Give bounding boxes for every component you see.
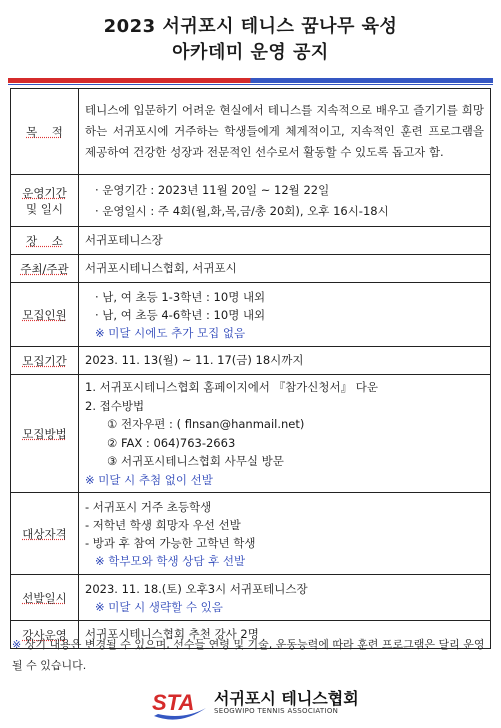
- method-line-5: ③ 서귀포시테니스협회 사무실 방문: [107, 454, 284, 468]
- method-line-1: 1. 서귀포시테니스협회 홈페이지에서 『참가신청서』 다운: [85, 380, 378, 394]
- recruit-period-text: 2023. 11. 13(월) ~ 11. 17(금) 18시까지: [79, 347, 491, 375]
- purpose-text: 테니스에 입문하기 어려운 현실에서 테니스를 지속적으로 배우고 즐기기를 희망하는 서귀포시에 거주하는 학생들에게 체계적이고, 지속적인 훈련 프로그램을 제공하여 건강한 성장과 전문적인 선수로서 활동할 수 있도록 돕고자 함.: [79, 89, 491, 175]
- association-logo: [150, 684, 360, 724]
- eligibility-line-2: - 저학년 학생 희망자 우선 선발: [85, 517, 241, 532]
- eligibility-line-1: - 서귀포시 거주 초등학생: [85, 499, 212, 514]
- place-text: 서귀포테니스장: [79, 227, 491, 255]
- title-divider: [8, 78, 493, 83]
- label-place: 장 소: [11, 227, 79, 255]
- method-content: [79, 375, 491, 493]
- row-period: [11, 175, 491, 227]
- row-method: [11, 375, 491, 493]
- sta-logo-icon: [150, 686, 210, 722]
- label-selection: 선발일시: [11, 575, 79, 621]
- row-host: [11, 255, 491, 283]
- logo-subtitle: SEOGWIPO TENNIS ASSOCIATION: [214, 707, 339, 715]
- method-line-2: 2. 접수방법: [85, 398, 145, 413]
- recruit-content: [79, 283, 491, 347]
- title-line-1: 2023 서귀포시 테니스 꿈나무 육성: [103, 16, 398, 37]
- label-purpose: 목 적: [11, 89, 79, 175]
- svg-text:STA: STA: [152, 690, 195, 715]
- label-host: 주최/주관: [11, 255, 79, 283]
- label-recruit: 모집인원: [11, 283, 79, 347]
- logo-name: 서귀포시 테니스협회: [214, 689, 359, 708]
- eligibility-note: ※ 학부모와 학생 상담 후 선발: [95, 553, 246, 568]
- page-title: [0, 14, 501, 66]
- footer-note-text: 상기 내용은 변경될 수 있으며, 선수들 연령 및 기술, 운동능력에 따라 훈련 프로그램은 달리 운영될 수 있습니다.: [12, 638, 485, 672]
- label-instructor: 강사운영: [11, 621, 79, 649]
- selection-line-1: 2023. 11. 18.(토) 오후3시 서귀포테니스장: [85, 581, 308, 596]
- period-line-1: · 운영기간 : 2023년 11월 20일 ~ 12월 22일: [95, 182, 330, 197]
- eligibility-content: [79, 493, 491, 575]
- notice-table: [10, 88, 491, 649]
- title-divider-thin: [8, 84, 493, 85]
- method-line-3: ① 전자우편 : ( flnsan@hanmail.net): [107, 417, 305, 431]
- method-note: ※ 미달 시 추첨 없이 선발: [85, 472, 213, 487]
- row-purpose: [11, 89, 491, 175]
- period-line-2: · 운영일시 : 주 4회(월,화,목,금/총 20회), 오후 16시-18시: [95, 203, 389, 218]
- eligibility-line-3: - 방과 후 참여 가능한 고학년 학생: [85, 535, 256, 550]
- instructor-text: 서귀포시테니스협회 추천 강사 2명: [79, 621, 491, 649]
- row-place: [11, 227, 491, 255]
- title-line-2: 아카데미 운영 공지: [172, 42, 329, 63]
- footer-note: [12, 634, 490, 676]
- selection-note: ※ 미달 시 생략할 수 있음: [95, 599, 223, 614]
- recruit-line-1: · 남, 여 초등 1-3학년 : 10명 내외: [95, 289, 266, 304]
- host-text: 서귀포시테니스협회, 서귀포시: [79, 255, 491, 283]
- label-period: 운영기간 및 일시: [11, 175, 79, 227]
- recruit-line-2: · 남, 여 초등 4-6학년 : 10명 내외: [95, 307, 266, 322]
- row-recruit-period: [11, 347, 491, 375]
- period-content: [79, 175, 491, 227]
- recruit-note: ※ 미달 시에도 추가 모집 없음: [95, 325, 246, 340]
- row-selection: [11, 575, 491, 621]
- selection-content: [79, 575, 491, 621]
- method-line-4: ② FAX : 064)763-2663: [107, 435, 236, 450]
- label-method: 모집방법: [11, 375, 79, 493]
- label-eligibility: 대상자격: [11, 493, 79, 575]
- row-recruit: [11, 283, 491, 347]
- label-recruit-period: 모집기간: [11, 347, 79, 375]
- row-eligibility: [11, 493, 491, 575]
- footer-note-mark: ※: [12, 638, 22, 651]
